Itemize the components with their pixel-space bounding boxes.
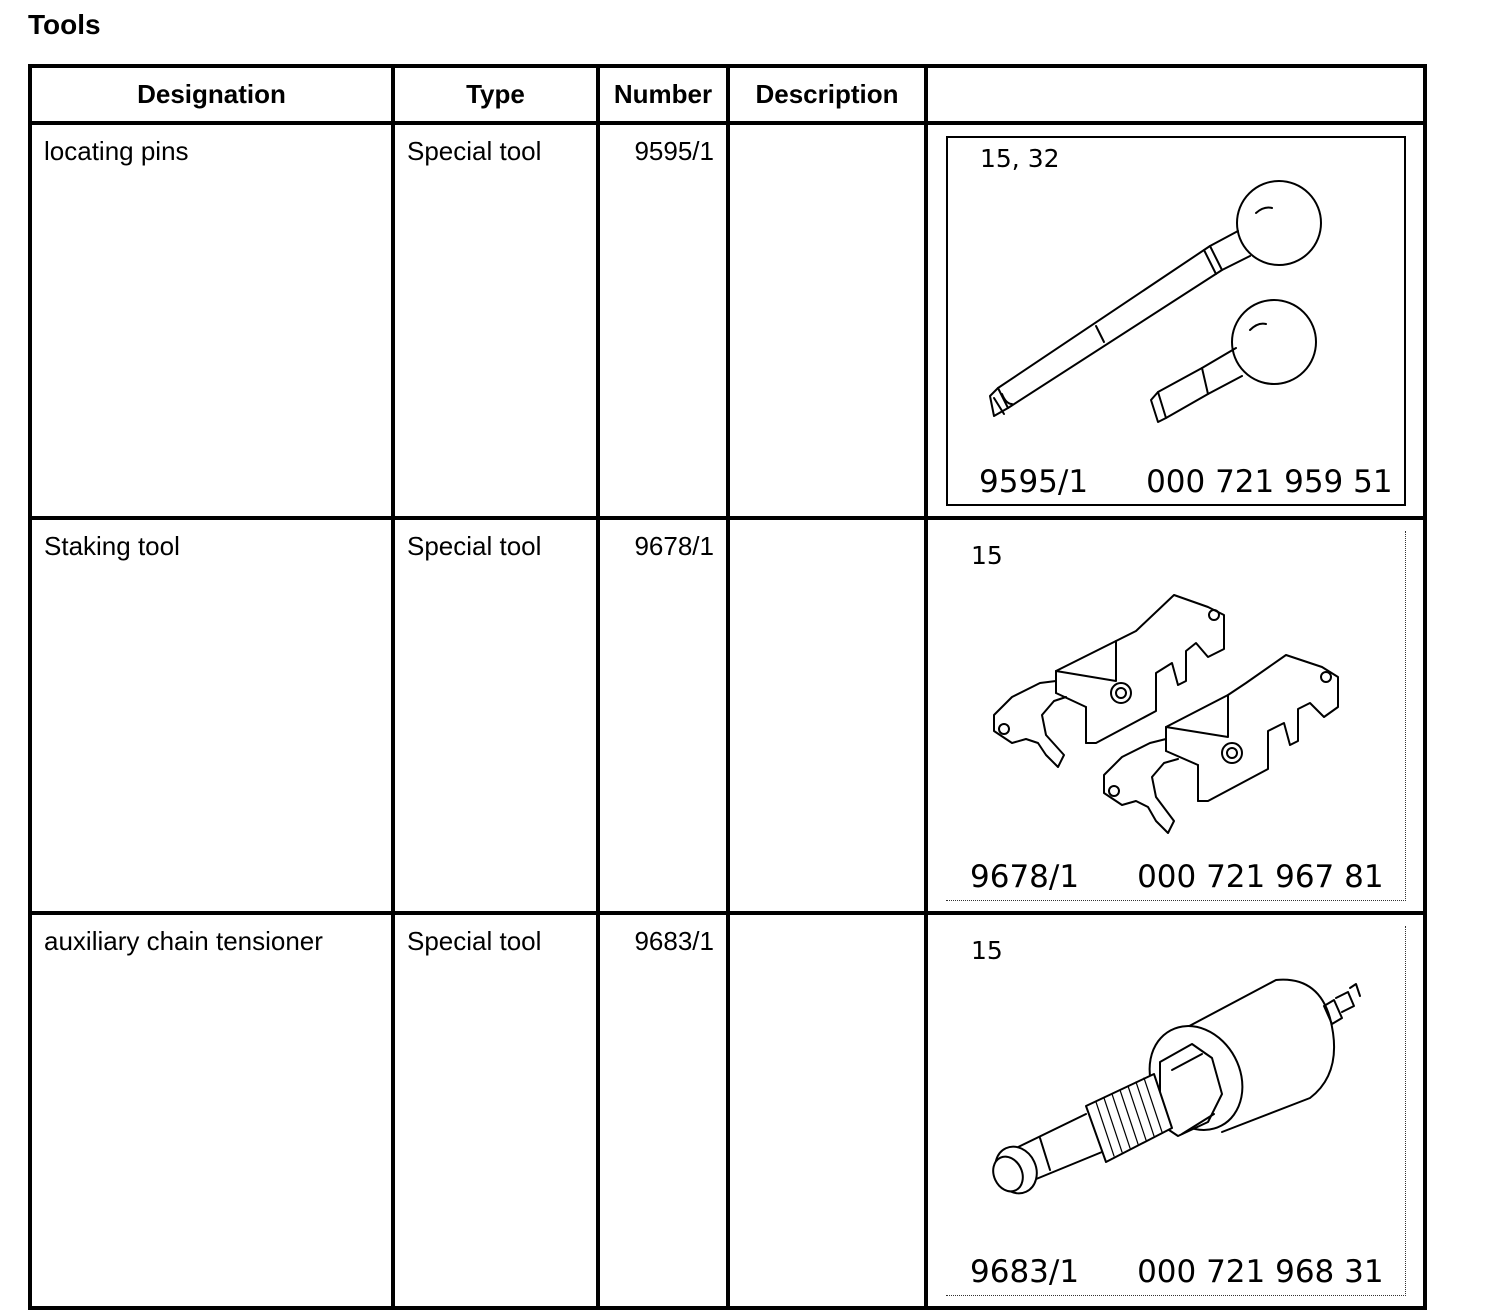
figure-caption	[970, 1254, 1384, 1290]
cell-figure	[926, 123, 1425, 518]
cell-designation	[30, 123, 393, 518]
cell-number	[598, 913, 728, 1308]
header-description: Description	[728, 66, 926, 123]
cell-type	[393, 518, 598, 913]
header-figure	[926, 66, 1425, 123]
cell-description	[728, 123, 926, 518]
figure-ref: 15, 32	[980, 144, 1060, 173]
cell-designation	[30, 518, 393, 913]
tool-figure	[946, 926, 1406, 1296]
locating-pins-drawing-icon	[946, 136, 1406, 506]
tool-figure	[946, 136, 1406, 506]
type-text: Special tool	[407, 926, 542, 956]
figure-ref: 15	[971, 936, 1003, 965]
designation-text: locating pins	[44, 136, 189, 166]
chain-tensioner-drawing-icon	[946, 926, 1406, 1296]
figure-tool-number: 9595/1	[979, 464, 1089, 500]
table-header-row	[30, 66, 1425, 123]
header-number: Number	[598, 66, 728, 123]
figure-caption	[970, 859, 1384, 895]
figure-ref: 15	[971, 541, 1003, 570]
cell-description	[728, 518, 926, 913]
figure-tool-number: 9678/1	[970, 859, 1080, 895]
type-text: Special tool	[407, 136, 542, 166]
figure-part-number: 000 721 959 51	[1146, 464, 1393, 500]
cell-figure	[926, 913, 1425, 1308]
tools-table	[28, 64, 1427, 1310]
description-text	[730, 125, 924, 136]
number-text: 9678/1	[634, 531, 714, 561]
figure-part-number: 000 721 968 31	[1137, 1254, 1384, 1290]
table-row	[30, 518, 1425, 913]
cell-description	[728, 913, 926, 1308]
cell-type	[393, 913, 598, 1308]
type-text: Special tool	[407, 531, 542, 561]
cell-type	[393, 123, 598, 518]
cell-number	[598, 123, 728, 518]
header-type: Type	[393, 66, 598, 123]
staking-tool-drawing-icon	[946, 531, 1406, 901]
figure-tool-number: 9683/1	[970, 1254, 1080, 1290]
number-text: 9595/1	[634, 136, 714, 166]
description-text	[730, 520, 924, 531]
cell-figure	[926, 518, 1425, 913]
cell-number	[598, 518, 728, 913]
table-row	[30, 913, 1425, 1308]
description-text	[730, 915, 924, 926]
figure-part-number: 000 721 967 81	[1137, 859, 1384, 895]
number-text: 9683/1	[634, 926, 714, 956]
header-designation: Designation	[30, 66, 393, 123]
page-title: Tools	[28, 9, 101, 40]
cell-designation	[30, 913, 393, 1308]
designation-text: auxiliary chain tensioner	[44, 926, 323, 956]
designation-text: Staking tool	[44, 531, 180, 561]
tool-figure	[946, 531, 1406, 901]
figure-caption	[979, 464, 1393, 500]
table-row	[30, 123, 1425, 518]
